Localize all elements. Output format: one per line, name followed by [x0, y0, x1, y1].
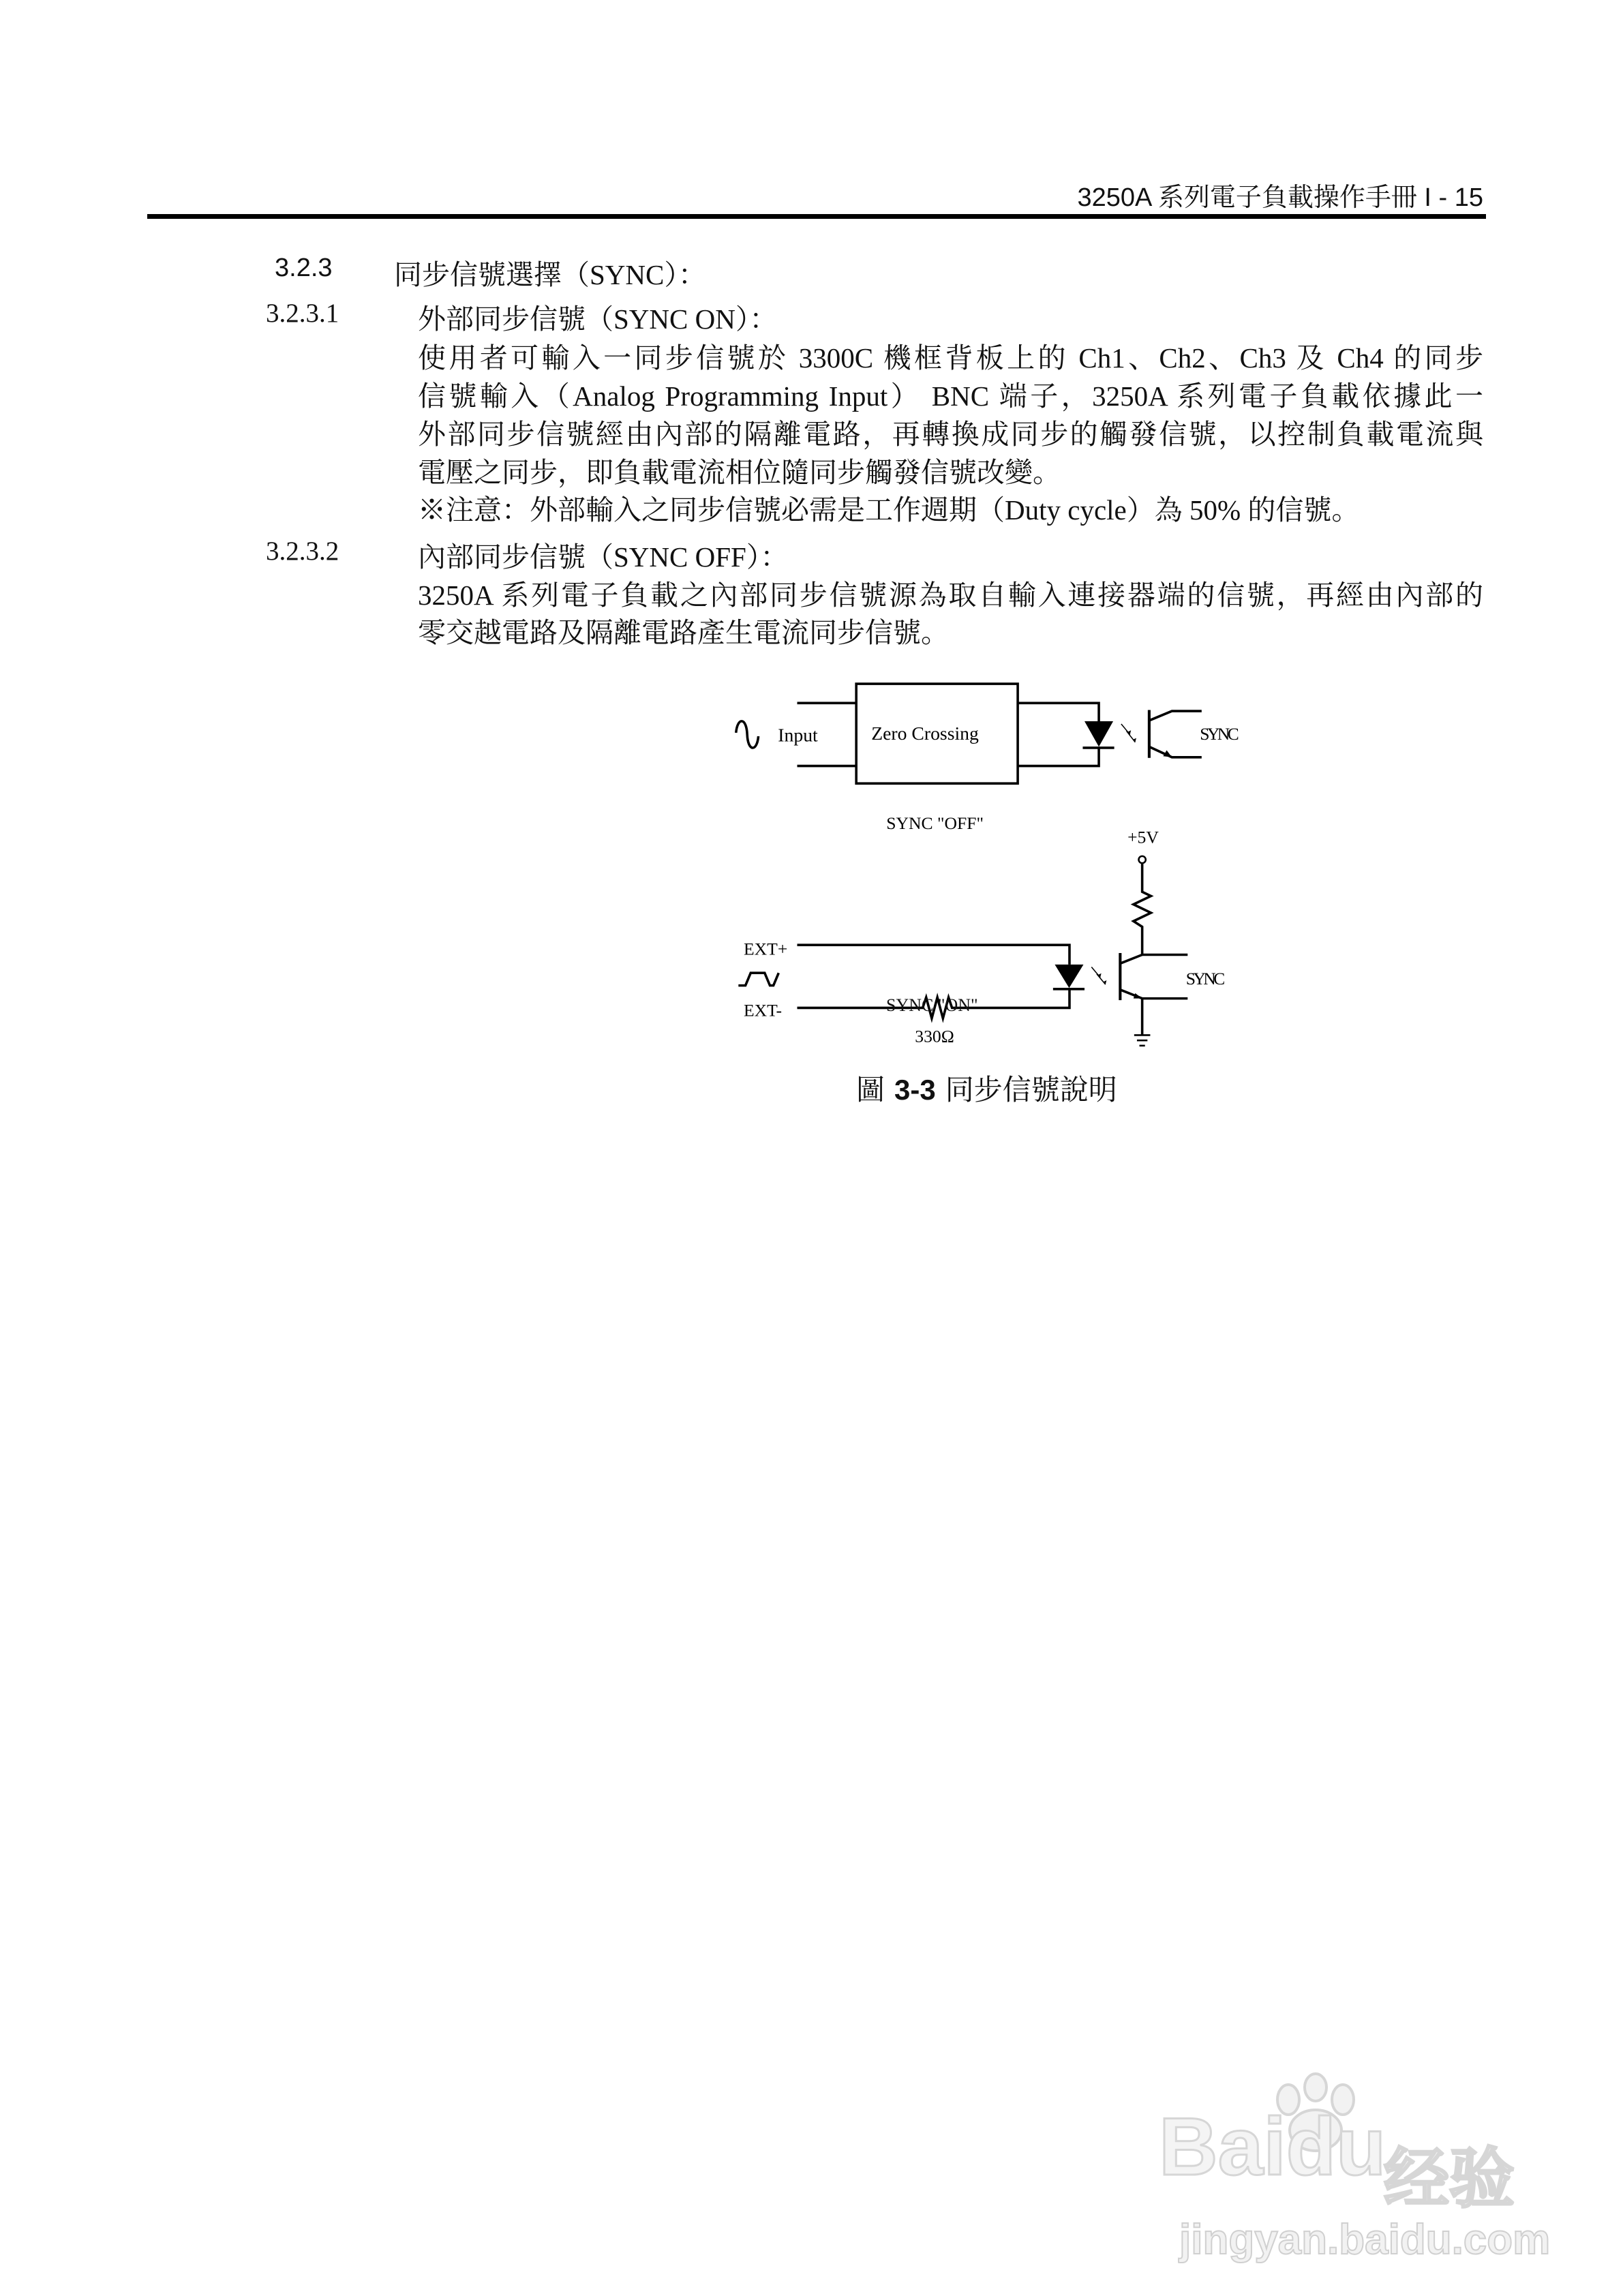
led-diode-icon [1084, 721, 1113, 746]
resistor-label: 330Ω [915, 1026, 954, 1046]
section-number: 3.2.3 [275, 254, 333, 282]
watermark-cn: 经验 [1384, 2141, 1515, 2217]
subsection-number: 3.2.3.1 [266, 299, 339, 328]
sync-output-label: SYNC [1185, 969, 1226, 989]
sync-off-label: SYNC "OFF" [886, 813, 984, 833]
vcc-label: +5V [1127, 827, 1159, 847]
paragraph-line: 電壓之同步，即負載電流相位隨同步觸發信號改變。 [418, 457, 1061, 488]
baidu-watermark [1159, 2072, 1551, 2277]
figure-caption [856, 1068, 1117, 1108]
square-wave-icon [738, 973, 778, 985]
caption-text: 同步信號說明 [945, 1074, 1117, 1106]
watermark-url: jingyan.baidu.com [1179, 2216, 1551, 2263]
page-header: 3250A 系列電子負載操作手冊 I - 15 [1077, 183, 1483, 212]
paragraph-line: 外部同步信號經由內部的隔離電路，再轉換成同步的觸發信號，以控制負載電流與 [418, 419, 1483, 450]
sync-output-label: SYNC [1200, 724, 1239, 744]
ext-minus-label: EXT- [744, 1000, 783, 1021]
section-title: 同步信號選擇（SYNC）： [394, 259, 706, 290]
paragraph-line: 零交越電路及隔離電路產生電流同步信號。 [418, 617, 949, 648]
led-diode-icon [1055, 965, 1083, 988]
header-rule [147, 214, 1486, 219]
note-line: ※注意：外部輸入之同步信號必需是工作週期（Duty cycle）為 50% 的信號。 [418, 494, 1360, 526]
subsection-title: 外部同步信號（SYNC ON）： [418, 303, 778, 335]
paragraph-line: 3250A 系列電子負載之內部同步信號源為取自輸入連接器端的信號，再經由內部的 [418, 579, 1483, 611]
caption-prefix: 圖 [856, 1074, 885, 1106]
watermark-brand: Baidu [1159, 2101, 1386, 2192]
subsection-title: 內部同步信號（SYNC OFF）： [418, 541, 789, 573]
paragraph-line: 使用者可輸入一同步信號於 3300C 機框背板上的 Ch1、Ch2、Ch3 及 Ch4 的同步 [418, 342, 1483, 374]
paragraph-line: 信號輸入（Analog Programming Input） BNC 端子，3250A 系列電子負載依據此一 [418, 380, 1483, 412]
ext-plus-label: EXT+ [744, 939, 788, 959]
sync-circuit-diagram [716, 668, 1261, 1050]
subsection-number: 3.2.3.2 [266, 537, 339, 566]
input-label: Input [778, 724, 818, 746]
sine-wave-icon [736, 721, 759, 748]
zero-crossing-label: Zero Crossing [871, 723, 979, 744]
sync-on-label: SYNC "ON" [886, 995, 978, 1015]
caption-number: 3-3 [894, 1074, 936, 1106]
